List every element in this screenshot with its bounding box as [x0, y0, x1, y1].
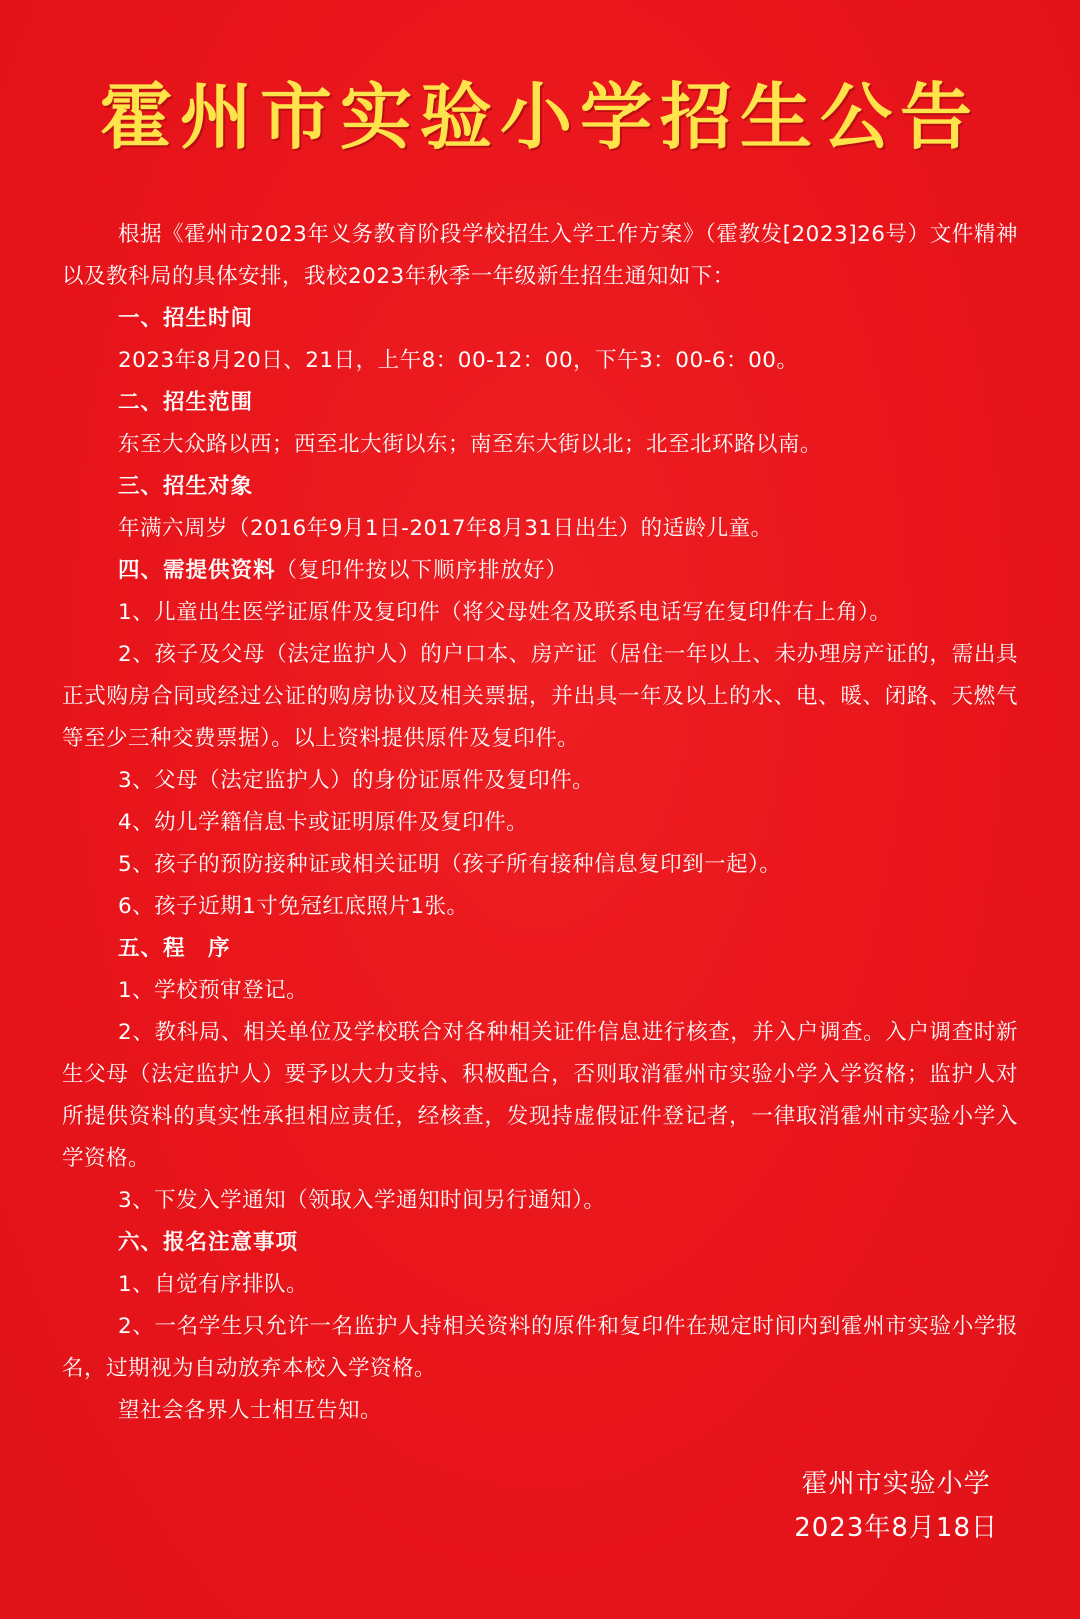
intro-paragraph: 根据《霍州市2023年义务教育阶段学校招生入学工作方案》（霍教发[2023]26号）文件精神以及教科局的具体安排，我校2023年秋季一年级新生招生通知如下： [62, 222, 1018, 289]
registration-note-item: 2、一名学生只允许一名监护人持相关资料的原件和复印件在规定时间内到霍州市实验小学报名，过期视为自动放弃本校入学资格。 [62, 1314, 1018, 1381]
document-item: 4、幼儿学籍信息卡或证明原件及复印件。 [118, 810, 529, 835]
enrollment-time-text: 2023年8月20日、21日，上午8：00-12：00，下午3：00-6：00。 [118, 348, 799, 373]
document-item: 1、儿童出生医学证原件及复印件（将父母姓名及联系电话写在复印件右上角）。 [118, 600, 892, 625]
section-heading-required-documents [62, 550, 1018, 592]
document-item: 5、孩子的预防接种证或相关证明（孩子所有接种信息复印到一起）。 [118, 852, 782, 877]
document-item: 2、孩子及父母（法定监护人）的户口本、房产证（居住一年以上、未办理房产证的，需出具正式购房合同或经过公证的购房协议及相关票据，并出具一年及以上的水、电、暖、闭路、天燃气等至少三种交费票据）。以上资料提供原件及复印件。 [62, 642, 1018, 751]
section-heading-procedure: 五、程 序 [118, 936, 231, 961]
signature-org: 霍州市实验小学 [801, 1469, 991, 1499]
enrollment-target-text: 年满六周岁（2016年9月1日-2017年8月31日出生）的适龄儿童。 [118, 516, 773, 541]
required-documents-note: （复印件按以下顺序排放好） [275, 558, 569, 583]
section-heading-enrollment-time: 一、招生时间 [118, 306, 254, 331]
section-heading-enrollment-area: 二、招生范围 [118, 390, 254, 415]
procedure-item: 1、学校预审登记。 [118, 978, 309, 1003]
registration-note-item: 1、自觉有序排队。 [118, 1272, 309, 1297]
document-item: 6、孩子近期1寸免冠红底照片1张。 [118, 894, 469, 919]
document-item: 3、父母（法定监护人）的身份证原件及复印件。 [118, 768, 595, 793]
required-documents-heading-label: 四、需提供资料 [118, 558, 276, 583]
section-heading-enrollment-target: 三、招生对象 [118, 474, 254, 499]
signature-date: 2023年8月18日 [794, 1513, 998, 1543]
signature-block [794, 1462, 998, 1550]
procedure-item: 2、教科局、相关单位及学校联合对各种相关证件信息进行核查，并入户调查。入户调查时新生父母（法定监护人）要予以大力支持、积极配合，否则取消霍州市实验小学入学资格；监护人对所提供资料的真实性承担相应责任，经核查，发现持虚假证件登记者，一律取消霍州市实验小学入学资格。 [62, 1020, 1018, 1171]
closing-paragraph: 望社会各界人士相互告知。 [118, 1398, 383, 1423]
procedure-item: 3、下发入学通知（领取入学通知时间另行通知）。 [118, 1188, 606, 1213]
enrollment-area-text: 东至大众路以西；西至北大街以东；南至东大街以北；北至北环路以南。 [118, 432, 823, 457]
section-heading-registration-notes: 六、报名注意事项 [118, 1230, 299, 1255]
notice-body [62, 214, 1018, 1432]
notice-title: 霍州市实验小学招生公告 [99, 74, 980, 159]
